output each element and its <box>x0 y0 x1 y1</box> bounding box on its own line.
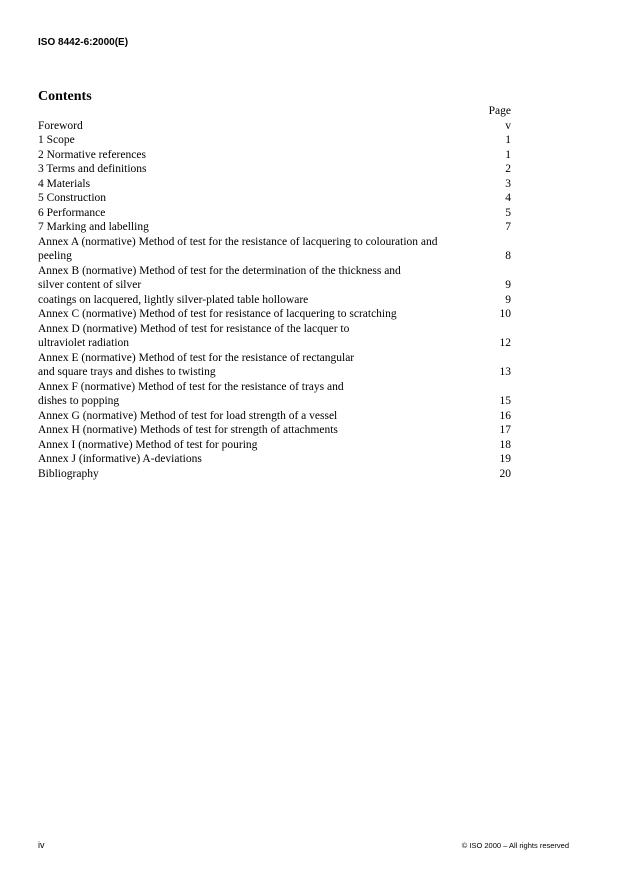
toc-entry-page: 3 <box>505 177 511 190</box>
toc-entry[interactable] <box>38 264 511 279</box>
toc-entry-page: 9 <box>505 293 511 306</box>
toc-entry-page: 2 <box>505 163 511 175</box>
toc-entry-page: 18 <box>499 438 511 451</box>
toc-entry[interactable] <box>38 220 511 235</box>
toc-entry-title: and square trays and dishes to twisting <box>38 366 216 378</box>
toc-entry-title: Annex F (normative) Method of test for the resistance of trays and <box>38 380 344 393</box>
toc-entry[interactable] <box>38 206 511 221</box>
toc-entry[interactable] <box>38 351 511 366</box>
toc-entry[interactable] <box>38 278 511 293</box>
toc-entry[interactable] <box>38 293 511 308</box>
toc-entry-title: 6 Performance <box>38 206 106 219</box>
toc-entry-page: 1 <box>505 134 511 146</box>
toc-entry-title: peeling <box>38 250 72 262</box>
toc-entry-title: dishes to popping <box>38 395 120 407</box>
toc-entry-page: 10 <box>499 308 511 320</box>
table-of-contents <box>38 104 511 481</box>
toc-entry-title: 5 Construction <box>38 192 107 204</box>
toc-entry-page: 9 <box>505 279 511 291</box>
toc-entry-title: Annex B (normative) Method of test for the determination of the thickness and <box>38 264 401 277</box>
page-number: iv <box>38 840 45 850</box>
page-column-label: Page <box>488 105 511 117</box>
toc-entry[interactable] <box>38 380 511 395</box>
toc-entry-title: coatings on lacquered, lightly silver-plated table holloware <box>38 293 309 306</box>
toc-entry-title: ultraviolet radiation <box>38 337 130 349</box>
toc-entry[interactable] <box>38 394 511 409</box>
toc-entry-title: Annex E (normative) Method of test for the resistance of rectangular <box>38 351 355 364</box>
toc-entry-title: Annex A (normative) Method of test for the resistance of lacquering to colouration and <box>38 235 438 248</box>
toc-entry-page: 15 <box>499 395 511 407</box>
toc-entry-title: Annex I (normative) Method of test for pouring <box>38 438 258 451</box>
toc-entry-page: 5 <box>505 206 511 219</box>
toc-entry-page: 4 <box>505 192 511 204</box>
toc-entry[interactable] <box>38 162 511 177</box>
toc-entry-title: Annex J (informative) A-deviations <box>38 453 202 465</box>
toc-entry[interactable] <box>38 148 511 163</box>
toc-entry-title: 1 Scope <box>38 134 75 146</box>
toc-entry-title: 2 Normative references <box>38 148 146 161</box>
toc-entry[interactable] <box>38 452 511 467</box>
toc-entry[interactable] <box>38 423 511 438</box>
toc-entry-title: 3 Terms and definitions <box>38 163 147 175</box>
toc-entry-page: 12 <box>499 337 511 349</box>
toc-entry[interactable] <box>38 307 511 322</box>
toc-entry-title: silver content of silver <box>38 279 142 291</box>
toc-entry-title: 4 Materials <box>38 177 91 190</box>
toc-entry[interactable] <box>38 467 511 482</box>
toc-entry-page: 1 <box>505 148 511 161</box>
copyright-notice: © ISO 2000 – All rights reserved <box>461 841 569 850</box>
toc-entry-title: Annex H (normative) Methods of test for strength of attachments <box>38 424 338 436</box>
toc-entry-page: 17 <box>499 424 511 436</box>
toc-entry[interactable] <box>38 177 511 192</box>
document-id: ISO 8442-6:2000(E) <box>38 37 129 48</box>
page-label-row <box>38 104 511 119</box>
toc-entry-page: 8 <box>505 250 511 262</box>
toc-entry-title: Annex D (normative) Method of test for resistance of the lacquer to <box>38 322 350 335</box>
contents-title: Contents <box>38 89 92 104</box>
toc-entry[interactable] <box>38 191 511 206</box>
toc-entry-title: Bibliography <box>38 467 99 480</box>
toc-entry-title: Annex C (normative) Method of test for resistance of lacquering to scratching <box>38 308 397 320</box>
toc-entry-page: 16 <box>499 409 511 422</box>
toc-entry[interactable] <box>38 249 511 264</box>
toc-entry-title: 7 Marking and labelling <box>38 221 149 233</box>
toc-entry[interactable] <box>38 133 511 148</box>
toc-entry[interactable] <box>38 336 511 351</box>
toc-entry-page: 19 <box>499 453 511 465</box>
toc-entry-page: 20 <box>499 467 511 480</box>
toc-entry[interactable] <box>38 409 511 424</box>
toc-entry-page: 7 <box>505 221 511 233</box>
toc-entry[interactable] <box>38 438 511 453</box>
toc-entry[interactable] <box>38 322 511 337</box>
toc-entry-page: 13 <box>499 366 511 378</box>
toc-entry-title: Annex G (normative) Method of test for load strength of a vessel <box>38 409 338 422</box>
toc-entry[interactable] <box>38 365 511 380</box>
toc-entry-title: Foreword <box>38 119 83 132</box>
toc-entry[interactable] <box>38 119 511 134</box>
toc-entry-page: v <box>505 119 511 132</box>
toc-entry[interactable] <box>38 235 511 250</box>
